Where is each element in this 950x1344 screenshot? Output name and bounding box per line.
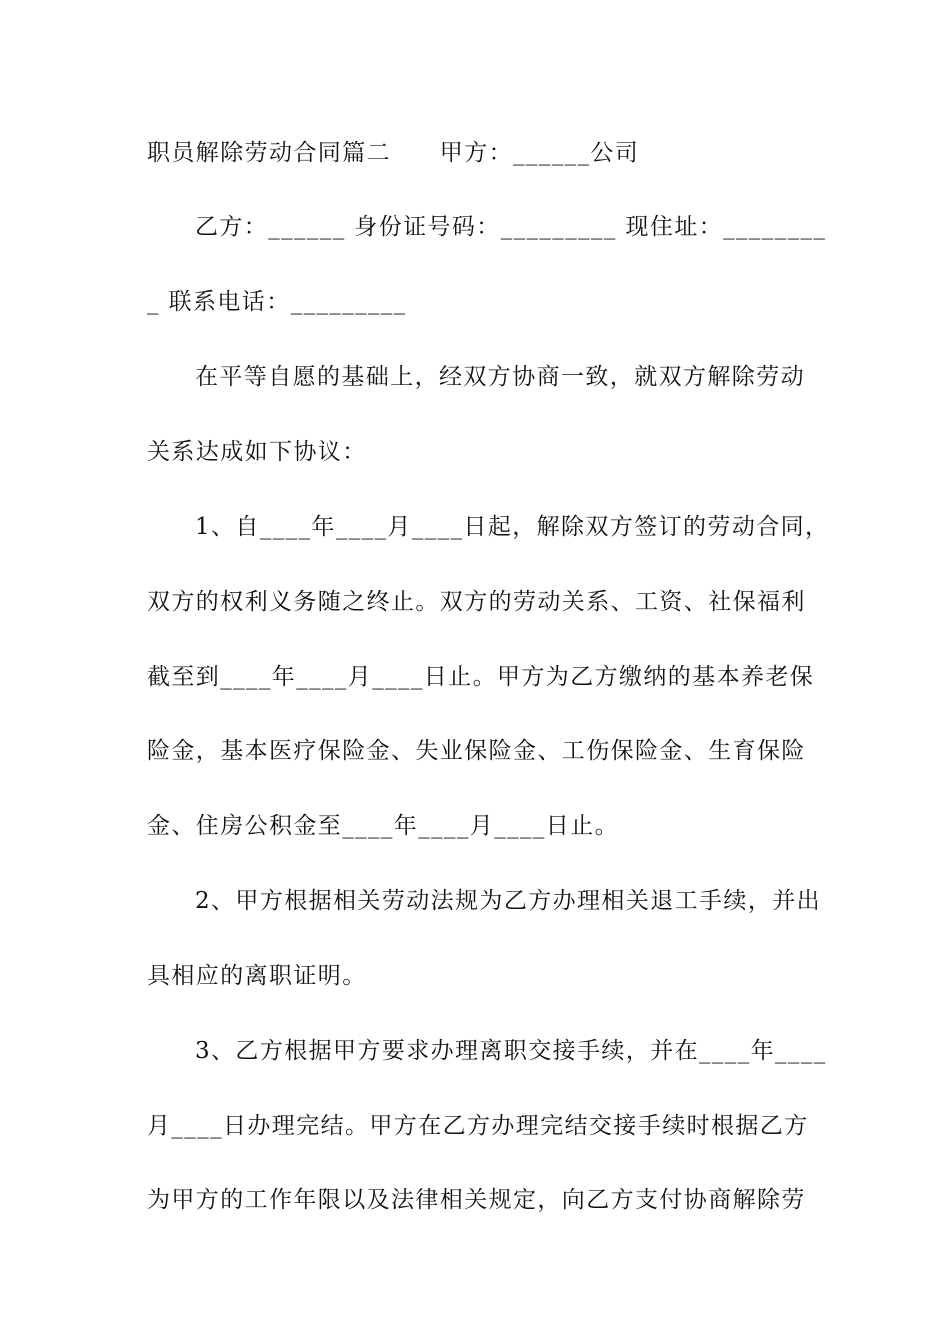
clause-1-line-1: 1、自____年____月____日起，解除双方签订的劳动合同， <box>195 514 830 540</box>
clause-1-line-2: 双方的权利义务随之终止。双方的劳动关系、工资、社保福利 <box>147 589 806 615</box>
preamble-line-1: 在平等自愿的基础上，经双方协商一致，就双方解除劳动 <box>195 364 805 390</box>
clause-3-line-1: 3、乙方根据甲方要求办理离职交接手续，并在____年____ <box>195 1038 827 1064</box>
clause-3-line-3: 为甲方的工作年限以及法律相关规定，向乙方支付协商解除劳 <box>147 1187 806 1213</box>
clause-1-line-4: 险金，基本医疗保险金、失业保险金、工伤保险金、生育保险 <box>147 738 806 764</box>
clause-3-line-2: 月____日办理完结。甲方在乙方办理完结交接手续时根据乙方 <box>147 1113 809 1139</box>
preamble-line-2: 关系达成如下协议： <box>147 439 367 465</box>
clause-2-line-1: 2、甲方根据相关劳动法规为乙方办理相关退工手续，并出 <box>195 888 822 914</box>
title-and-party-a-line: 职员解除劳动合同篇二 甲方：______公司 <box>147 140 640 166</box>
party-b-info-line: 乙方：______ 身份证号码：_________ 现住址：________ <box>195 214 827 240</box>
clause-1-line-3: 截至到____年____月____日止。甲方为乙方缴纳的基本养老保 <box>147 664 815 690</box>
contact-phone-line: _ 联系电话：_________ <box>147 289 407 315</box>
clause-1-line-5: 金、住房公积金至____年____月____日止。 <box>147 813 619 839</box>
clause-2-line-2: 具相应的离职证明。 <box>147 963 367 989</box>
